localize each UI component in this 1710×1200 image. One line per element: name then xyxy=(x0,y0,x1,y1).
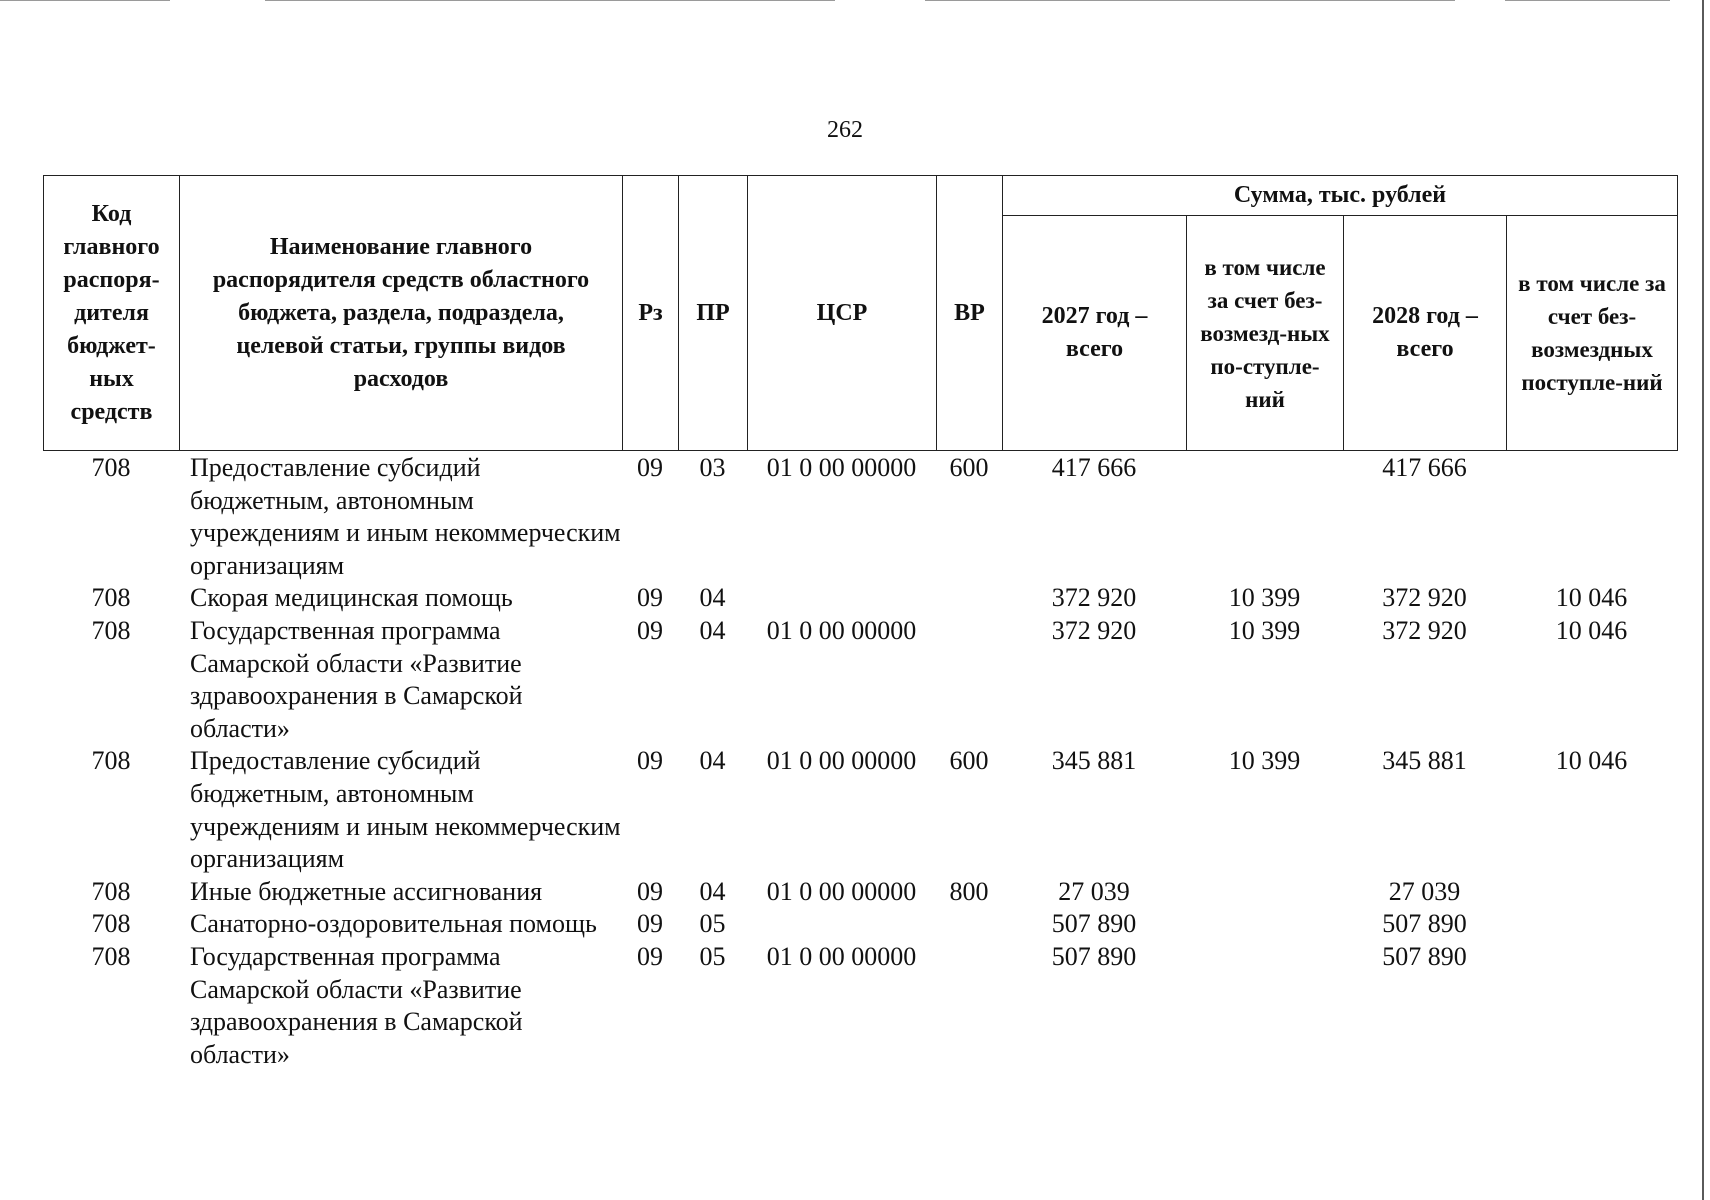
cell-csr: 01 0 00 00000 xyxy=(766,453,917,482)
cell-name: Скорая медицинская помощь xyxy=(190,583,513,613)
cell-2027-total: 417 666 xyxy=(1051,453,1137,482)
cell-vr xyxy=(936,615,1002,745)
table-body xyxy=(43,452,1677,1071)
cell-csr: 01 0 00 00000 xyxy=(766,876,917,906)
cell-code: 708 xyxy=(91,583,131,613)
cell-pr: 03 xyxy=(699,453,726,482)
cell-pr: 05 xyxy=(699,941,726,971)
header-2027-total: 2027 год – всего xyxy=(1003,216,1187,451)
cell-rz: 09 xyxy=(637,941,663,971)
cell-code: 708 xyxy=(91,746,131,776)
cell-2027-gratuitous xyxy=(1186,876,1343,909)
cell-vr xyxy=(936,941,1002,1071)
cell-2028-total: 372 920 xyxy=(1382,615,1467,645)
cell-2027-gratuitous xyxy=(1186,908,1343,941)
cell-name: Предоставление субсидий бюджетным, автономным учреждениям и иным некоммерческим организациям xyxy=(190,746,621,874)
scan-edge-line xyxy=(1505,0,1670,1)
cell-2027-gratuitous: 10 399 xyxy=(1228,583,1301,613)
cell-2028-gratuitous: 10 046 xyxy=(1555,583,1628,613)
cell-csr: 01 0 00 00000 xyxy=(766,746,917,776)
cell-pr: 04 xyxy=(699,615,726,645)
cell-2027-gratuitous: 10 399 xyxy=(1228,746,1301,776)
cell-csr xyxy=(747,582,936,615)
cell-2028-total: 417 666 xyxy=(1382,453,1467,482)
cell-2028-gratuitous xyxy=(1506,908,1677,941)
cell-vr: 800 xyxy=(949,876,989,906)
cell-name: Государственная программа Самарской области «Развитие здравоохранения в Самарской области» xyxy=(190,941,523,1069)
cell-rz: 09 xyxy=(637,876,663,906)
cell-2027-gratuitous xyxy=(1186,452,1343,582)
header-pr: ПР xyxy=(679,176,748,451)
cell-code: 708 xyxy=(91,876,131,906)
cell-code: 708 xyxy=(91,615,131,645)
cell-pr: 05 xyxy=(699,909,726,939)
cell-2027-gratuitous: 10 399 xyxy=(1228,615,1301,645)
cell-name: Государственная программа Самарской области «Развитие здравоохранения в Самарской области» xyxy=(190,615,523,743)
cell-vr xyxy=(936,908,1002,941)
cell-2027-total: 507 890 xyxy=(1051,941,1137,971)
header-name: Наименование главного распорядителя средств областного бюджета, раздела, подраздела, целевой статьи, группы видов расходов xyxy=(180,176,623,451)
cell-2028-gratuitous xyxy=(1506,941,1677,1071)
cell-name: Иные бюджетные ассигнования xyxy=(190,876,543,906)
cell-rz: 09 xyxy=(637,615,663,645)
cell-2028-gratuitous: 10 046 xyxy=(1555,746,1628,776)
cell-csr: 01 0 00 00000 xyxy=(766,615,917,645)
cell-2028-total: 27 039 xyxy=(1388,876,1461,906)
cell-rz: 09 xyxy=(637,909,663,939)
scan-edge-right xyxy=(1702,0,1704,1200)
table-row xyxy=(43,876,1677,909)
cell-2028-gratuitous xyxy=(1506,876,1677,909)
cell-2028-total: 507 890 xyxy=(1382,909,1467,939)
cell-2028-total: 345 881 xyxy=(1382,746,1467,776)
cell-2028-total: 372 920 xyxy=(1382,583,1467,613)
cell-csr xyxy=(747,908,936,941)
scan-edge-line xyxy=(265,0,835,1)
cell-pr: 04 xyxy=(699,876,726,906)
header-2028-gratuitous: в том числе за счет без-возмездных поступле-ний xyxy=(1507,216,1678,451)
cell-vr xyxy=(936,582,1002,615)
table-row xyxy=(43,615,1677,745)
header-csr: ЦСР xyxy=(748,176,937,451)
table-header xyxy=(43,175,1678,451)
cell-code: 708 xyxy=(91,909,131,939)
header-sum-title: Сумма, тыс. рублей xyxy=(1003,176,1678,216)
cell-name: Предоставление субсидий бюджетным, автономным учреждениям и иным некоммерческим организациям xyxy=(190,453,621,580)
cell-rz: 09 xyxy=(637,583,663,613)
table-row xyxy=(43,908,1677,941)
header-2027-gratuitous: в том числе за счет без-возмезд-ных по-ступле-ний xyxy=(1187,216,1344,451)
cell-rz: 09 xyxy=(637,453,663,482)
cell-2027-total: 345 881 xyxy=(1051,746,1137,776)
header-vr: ВР xyxy=(937,176,1003,451)
page-number: 262 xyxy=(827,117,863,143)
cell-2027-total: 507 890 xyxy=(1051,909,1137,939)
table-row xyxy=(43,941,1677,1071)
header-rz: Рз xyxy=(623,176,679,451)
cell-code: 708 xyxy=(91,941,131,971)
cell-2027-total: 27 039 xyxy=(1058,876,1130,906)
table-row xyxy=(43,582,1677,615)
scan-edge-line xyxy=(0,0,170,1)
table-row xyxy=(43,452,1677,582)
cell-pr: 04 xyxy=(699,746,726,776)
cell-2027-gratuitous xyxy=(1186,941,1343,1071)
table-row xyxy=(43,745,1677,875)
cell-2028-gratuitous: 10 046 xyxy=(1555,615,1628,645)
cell-csr: 01 0 00 00000 xyxy=(766,941,917,971)
header-2028-total: 2028 год – всего xyxy=(1344,216,1507,451)
cell-2028-total: 507 890 xyxy=(1382,941,1467,971)
cell-name: Санаторно-оздоровительная помощь xyxy=(190,909,597,939)
cell-code: 708 xyxy=(91,453,131,482)
cell-pr: 04 xyxy=(699,583,726,613)
scan-edge-line xyxy=(925,0,1455,1)
cell-2027-total: 372 920 xyxy=(1051,583,1137,613)
cell-rz: 09 xyxy=(637,746,663,776)
cell-vr: 600 xyxy=(949,453,989,482)
cell-vr: 600 xyxy=(949,746,989,776)
header-code: Код главного распоря-дителя бюджет-ных средств xyxy=(44,176,180,451)
cell-2027-total: 372 920 xyxy=(1051,615,1137,645)
cell-2028-gratuitous xyxy=(1506,452,1677,582)
